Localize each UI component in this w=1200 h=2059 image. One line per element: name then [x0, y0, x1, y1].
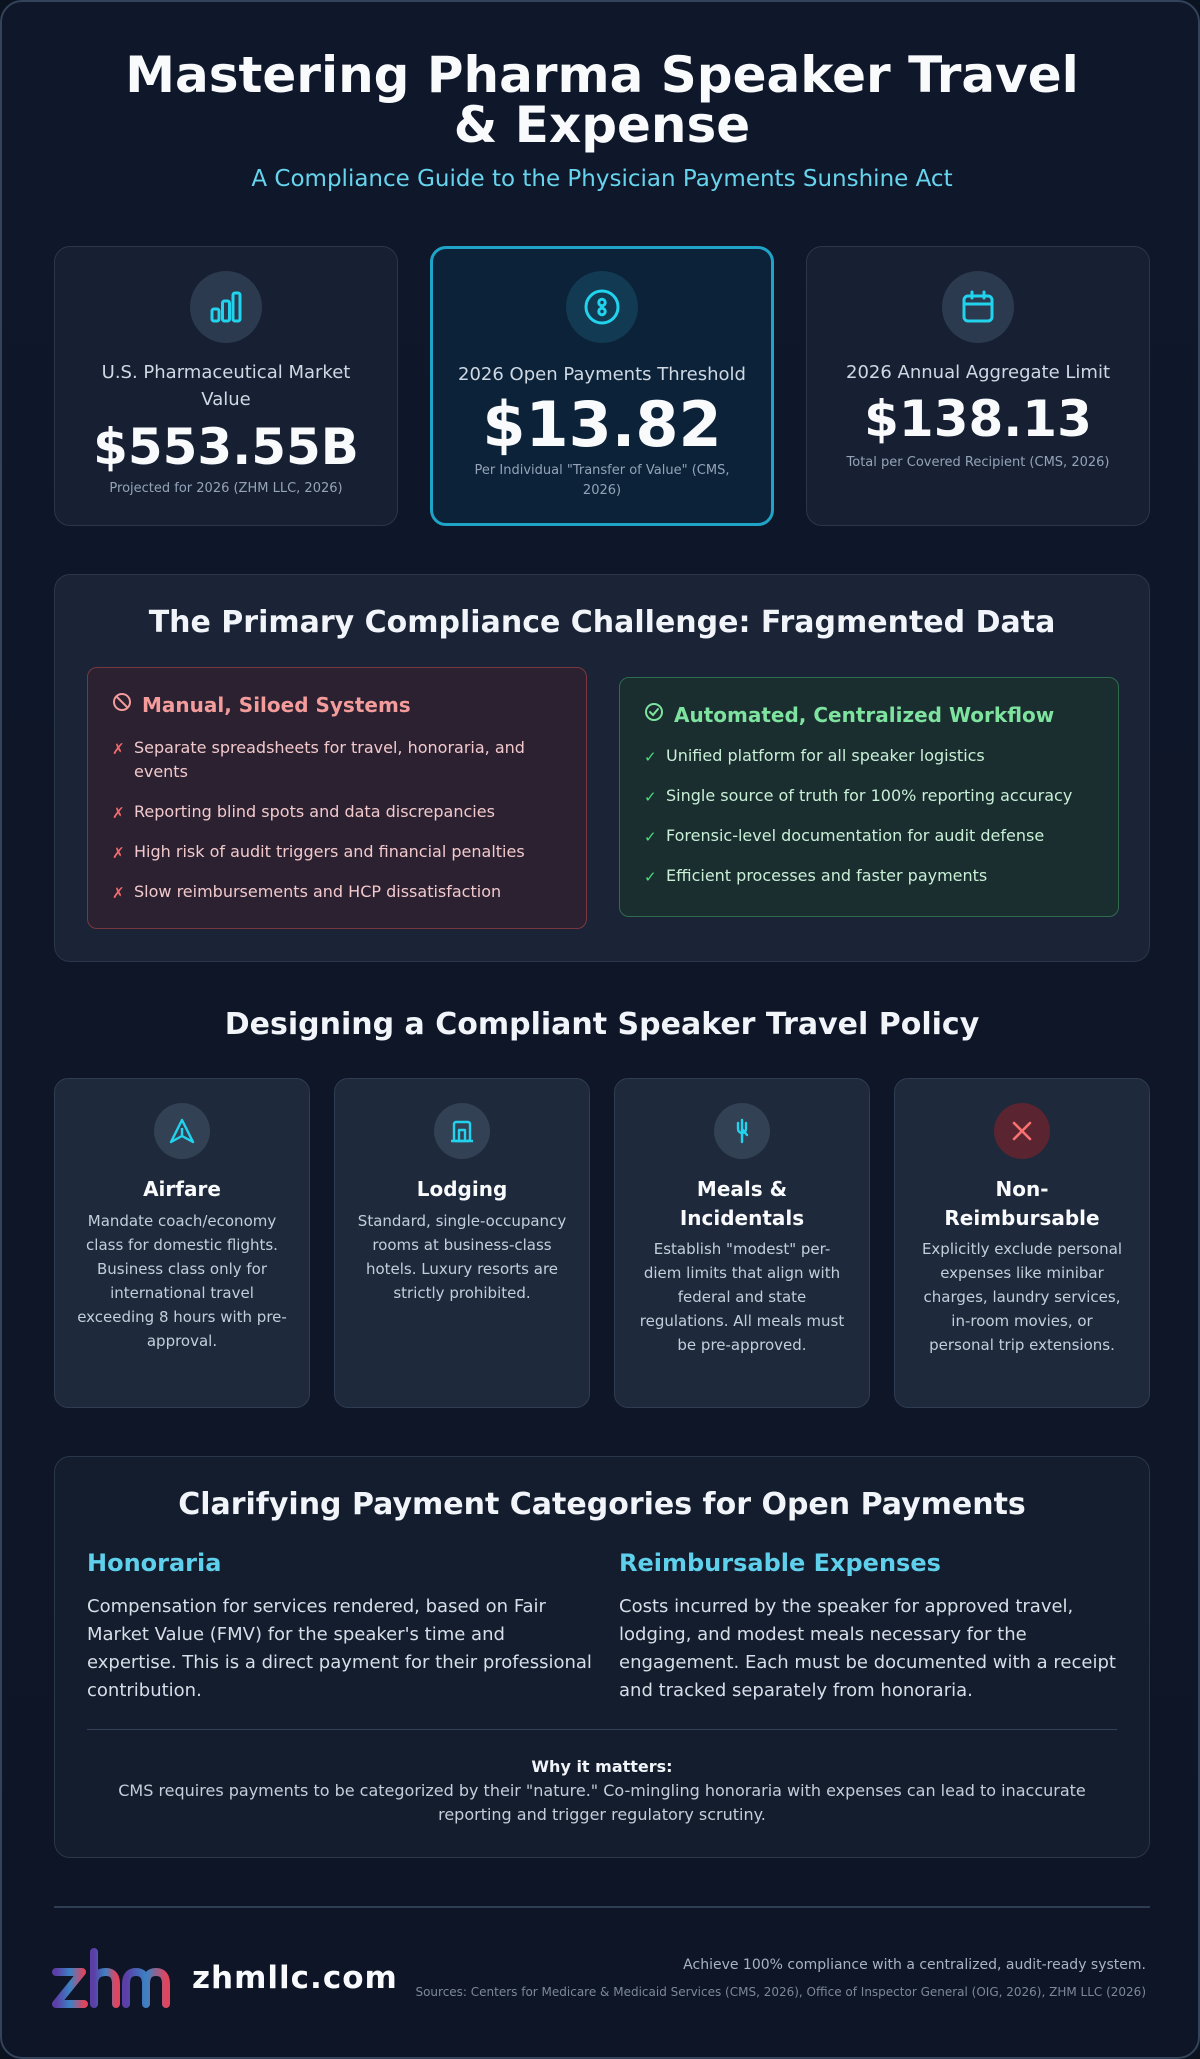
why-it-matters-text: CMS requires payments to be categorized by their "nature." Co-mingling honoraria with expenses can lead to inaccurate reporting and trigger regulatory scrutiny.: [118, 1781, 1086, 1824]
list-item: ✓ Efficient processes and faster payments: [644, 864, 1098, 888]
expenses-heading: Reimbursable Expenses: [619, 1549, 941, 1577]
check-mark-icon: ✓: [644, 748, 657, 766]
list-item: ✗ High risk of audit triggers and financial penalties: [112, 840, 566, 864]
website-link[interactable]: zhmllc.com: [192, 1960, 398, 1996]
manual-systems-heading: Manual, Siloed Systems: [142, 692, 411, 717]
policy-card-airfare: [54, 1078, 310, 1408]
airplane-icon: [154, 1103, 210, 1159]
x-mark-icon: ✗: [112, 844, 125, 862]
policy-card-text: Standard, single-occupancy rooms at business-class hotels. Luxury resorts are strictly prohibited.: [357, 1212, 567, 1302]
x-mark-icon: ✗: [112, 740, 125, 758]
policy-card-title: Non-Reimbursable: [944, 1177, 1100, 1230]
stat-source: Per Individual "Transfer of Value" (CMS, 2026): [474, 463, 730, 498]
policy-card-non-reimbursable: [894, 1078, 1150, 1408]
coin-icon: [566, 271, 638, 343]
policy-card-text: Mandate coach/economy class for domestic flights. Business class only for international travel exceeding 8 hours with pre-approval.: [77, 1212, 287, 1350]
check-mark-icon: ✓: [644, 868, 657, 886]
list-item: ✗ Reporting blind spots and data discrepancies: [112, 800, 566, 824]
check-mark-icon: ✓: [644, 828, 657, 846]
calendar-icon: [942, 271, 1014, 343]
challenge-title: The Primary Compliance Challenge: Fragmented Data: [148, 605, 1056, 640]
why-it-matters-heading: Why it matters:: [531, 1757, 673, 1776]
list-item: ✗ Slow reimbursements and HCP dissatisfaction: [112, 880, 566, 904]
stat-source: Projected for 2026 (ZHM LLC, 2026): [109, 481, 343, 496]
page-title: Mastering Pharma Speaker Travel & Expense: [125, 46, 1079, 154]
policy-card-title: Lodging: [416, 1177, 508, 1201]
page-subtitle: A Compliance Guide to the Physician Payments Sunshine Act: [251, 166, 953, 192]
footer-divider: [54, 1906, 1150, 1908]
check-circle-icon: [644, 702, 664, 727]
automated-workflow-box: [619, 677, 1119, 917]
footer-tagline: Achieve 100% compliance with a centralized, audit-ready system.: [683, 1957, 1146, 1973]
x-mark-icon: ✗: [112, 804, 125, 822]
building-icon: [434, 1103, 490, 1159]
x-icon: [994, 1103, 1050, 1159]
footer-sources: Sources: Centers for Medicare & Medicaid Services (CMS, 2026), Office of Inspector General (OIG, 2026), ZHM LLC (2026): [415, 1985, 1146, 1999]
honoraria-text: Compensation for services rendered, based on Fair Market Value (FMV) for the speaker's time and expertise. This is a direct payment for their professional contribution.: [87, 1596, 592, 1701]
stat-source: Total per Covered Recipient (CMS, 2026): [846, 455, 1110, 470]
manual-systems-box: [87, 667, 587, 929]
policy-card-meals: [614, 1078, 870, 1408]
stat-value: $138.13: [864, 390, 1092, 448]
payment-categories-panel: [54, 1456, 1150, 1858]
challenge-panel: [54, 574, 1150, 962]
list-item: ✓ Forensic-level documentation for audit defense: [644, 824, 1098, 848]
automated-workflow-list: [644, 744, 1098, 904]
payment-categories-title: Clarifying Payment Categories for Open Payments: [178, 1487, 1026, 1522]
stat-card-market-value: [54, 246, 398, 526]
policy-card-lodging: [334, 1078, 590, 1408]
manual-systems-list: [112, 736, 566, 920]
check-mark-icon: ✓: [644, 788, 657, 806]
zhm-logo: [52, 1946, 172, 2012]
list-item: ✓ Single source of truth for 100% reporting accuracy: [644, 784, 1098, 808]
stat-value: $13.82: [482, 388, 722, 461]
divider: [87, 1729, 1117, 1730]
x-mark-icon: ✗: [112, 884, 125, 902]
stat-label: U.S. Pharmaceutical Market Value: [101, 362, 351, 410]
policy-card-text: Establish "modest" per-diem limits that align with federal and state regulations. All meals must be pre-approved.: [639, 1240, 845, 1354]
automated-workflow-heading: Automated, Centralized Workflow: [674, 702, 1055, 727]
stat-card-threshold: [430, 246, 774, 526]
stat-label: 2026 Annual Aggregate Limit: [846, 362, 1110, 383]
bar-chart-icon: [190, 271, 262, 343]
stat-card-aggregate-limit: [806, 246, 1150, 526]
expenses-text: Costs incurred by the speaker for approved travel, lodging, and modest meals necessary for the engagement. Each must be documented with a receipt and tracked separately from honoraria.: [619, 1596, 1116, 1701]
policy-card-title: Meals & Incidentals: [679, 1177, 805, 1230]
stat-label: 2026 Open Payments Threshold: [458, 364, 746, 385]
utensils-icon: [714, 1103, 770, 1159]
honoraria-heading: Honoraria: [87, 1549, 222, 1577]
policy-title: Designing a Compliant Speaker Travel Policy: [224, 1007, 980, 1042]
policy-card-title: Airfare: [143, 1177, 221, 1201]
stat-value: $553.55B: [93, 418, 359, 476]
policy-card-text: Explicitly exclude personal expenses like minibar charges, laundry services, in-room movies, or personal trip extensions.: [921, 1240, 1123, 1354]
list-item: ✓ Unified platform for all speaker logistics: [644, 744, 1098, 768]
list-item: ✗ Separate spreadsheets for travel, honoraria, and events: [112, 738, 525, 781]
prohibited-icon: [112, 692, 132, 717]
